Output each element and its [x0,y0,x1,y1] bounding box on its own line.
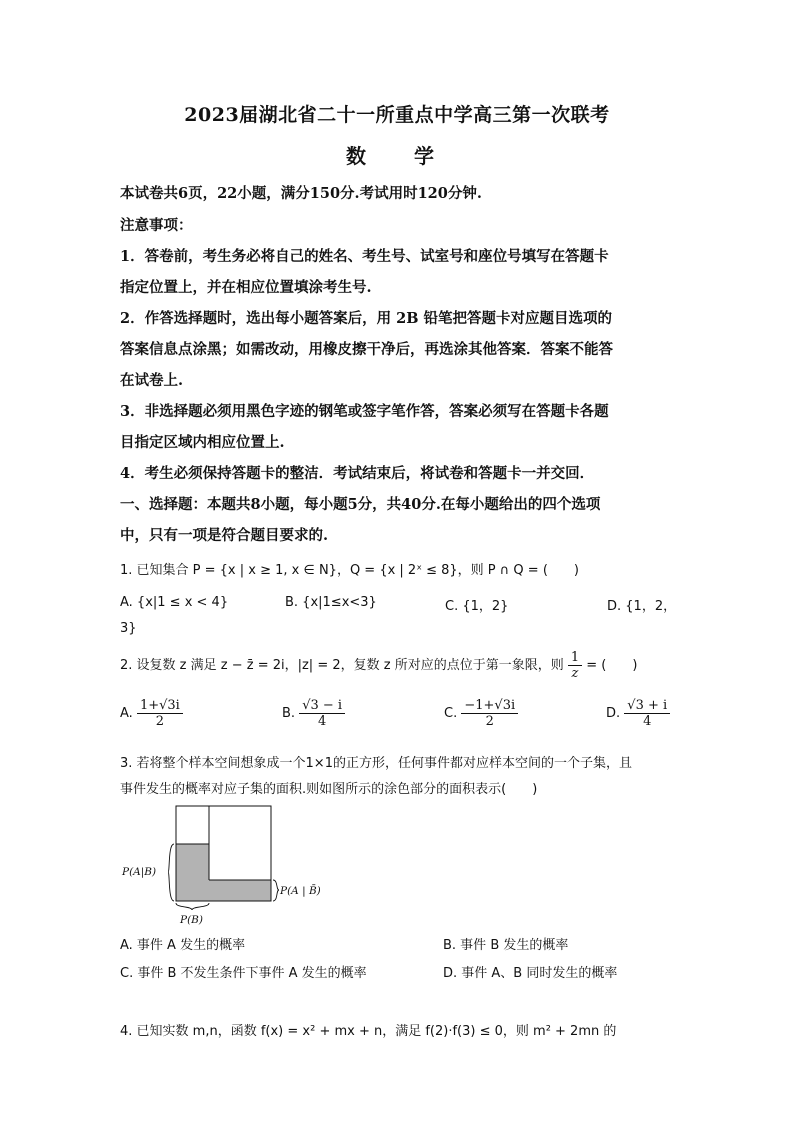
q2-option-d [606,698,670,729]
q2-frac-den: z [571,666,579,681]
q3-option-b: B. 事件 B 发生的概率 [443,938,569,953]
exam-summary: 本试卷共6页，22小题，满分150分.考试用时120分钟. [120,185,482,202]
subject-title: 数 学 [346,144,448,168]
note-line: 答案信息点涂黑；如需改动，用橡皮擦干净后，再选涂其他答案．答案不能答 [120,341,613,358]
label-p-a-given-not-b: P(A | B̄) [280,885,321,897]
frac-num: −1+√3i [461,698,518,714]
q1-option-b: B. {x|1≤x<3} [285,595,377,610]
question-2-stem [120,650,637,681]
q2-option-a-frac [137,698,183,729]
q2-option-a-label: A. [120,706,133,721]
note-line: 3．非选择题必须用黑色字迹的钢笔或签字笔作答，答案必须写在答题卡各题 [120,403,609,420]
q3-option-d: D. 事件 A、B 同时发生的概率 [443,966,618,981]
section-heading-cont: 中，只有一项是符合题目要求的. [120,527,329,544]
q3-option-a: A. 事件 A 发生的概率 [120,938,246,953]
q2-stem-pre: 2. 设复数 z 满足 z − z̄ = 2i，|z| = 2，复数 z 所对应的点位于第一象限，则 [120,658,564,673]
question-1-stem: 1. 已知集合 P = {x | x ≥ 1, x ∈ N}，Q = {x | 2ˣ ≤ 8}，则 P ∩ Q = ( ) [120,563,579,578]
q2-option-a [120,698,183,729]
q2-option-b [282,698,345,729]
frac-num: 1+√3i [137,698,183,714]
note-line: 1．答卷前，考生务必将自己的姓名、考生号、试室号和座位号填写在答题卡 [120,248,609,265]
exam-title: 2023届湖北省二十一所重点中学高三第一次联考 [184,104,610,126]
q2-option-d-label: D. [606,706,621,721]
q2-option-c-frac [461,698,518,729]
q2-frac-num: 1 [568,650,582,666]
note-line: 4．考生必须保持答题卡的整洁．考试结束后，将试卷和答题卡一并交回． [120,465,595,482]
right-brace [273,880,279,901]
frac-den: 4 [643,714,652,729]
frac-den: 2 [485,714,494,729]
shaded-region-right [209,880,271,901]
shaded-region-left [176,844,209,901]
question-4-stem: 4. 已知实数 m,n，函数 f(x) = x² + mx + n，满足 f(2)·f(3) ≤ 0，则 m² + 2mn 的 [120,1024,617,1039]
note-line: 指定位置上，并在相应位置填涂考生号. [120,279,372,296]
q2-option-c-label: C. [444,706,458,721]
probability-area-figure [118,800,338,930]
frac-den: 2 [155,714,165,729]
note-line: 2．作答选择题时，选出每小题答案后，用 2B 铅笔把答题卡对应题目选项的 [120,310,613,327]
frac-num: √3 − i [299,698,345,714]
q3-option-c: C. 事件 B 不发生条件下事件 A 发生的概率 [120,966,367,981]
q2-option-c [444,698,518,729]
q2-option-d-frac [624,698,670,729]
q2-option-b-frac [299,698,345,729]
frac-num: √3 + i [624,698,670,714]
bottom-brace [176,903,209,910]
notice-heading: 注意事项： [120,217,193,234]
question-3-line1: 3. 若将整个样本空间想象成一个1×1的正方形，任何事件都对应样本空间的一个子集，且 [120,756,632,771]
note-line: 在试卷上. [120,372,184,389]
q1-option-c: C. {1，2} [445,599,509,614]
section-heading: 一、选择题：本题共8小题，每小题5分，共40分.在每小题给出的四个选项 [120,496,601,513]
q2-stem-post: = ( ) [586,658,638,673]
label-p-a-given-b: P(A|B) [122,866,157,878]
q2-option-b-label: B. [282,706,296,721]
q2-fraction [568,650,582,681]
q1-option-a: A. {x|1 ≤ x < 4} [120,595,229,610]
label-p-b: P(B) [180,914,203,926]
left-brace [168,844,174,901]
q1-option-d-cont: 3} [120,621,137,636]
frac-den: 4 [318,714,327,729]
q1-option-d: D. {1，2， [607,599,677,614]
note-line: 目指定区域内相应位置上. [120,434,285,451]
question-3-line2: 事件发生的概率对应子集的面积.则如图所示的涂色部分的面积表示( ) [120,782,538,797]
